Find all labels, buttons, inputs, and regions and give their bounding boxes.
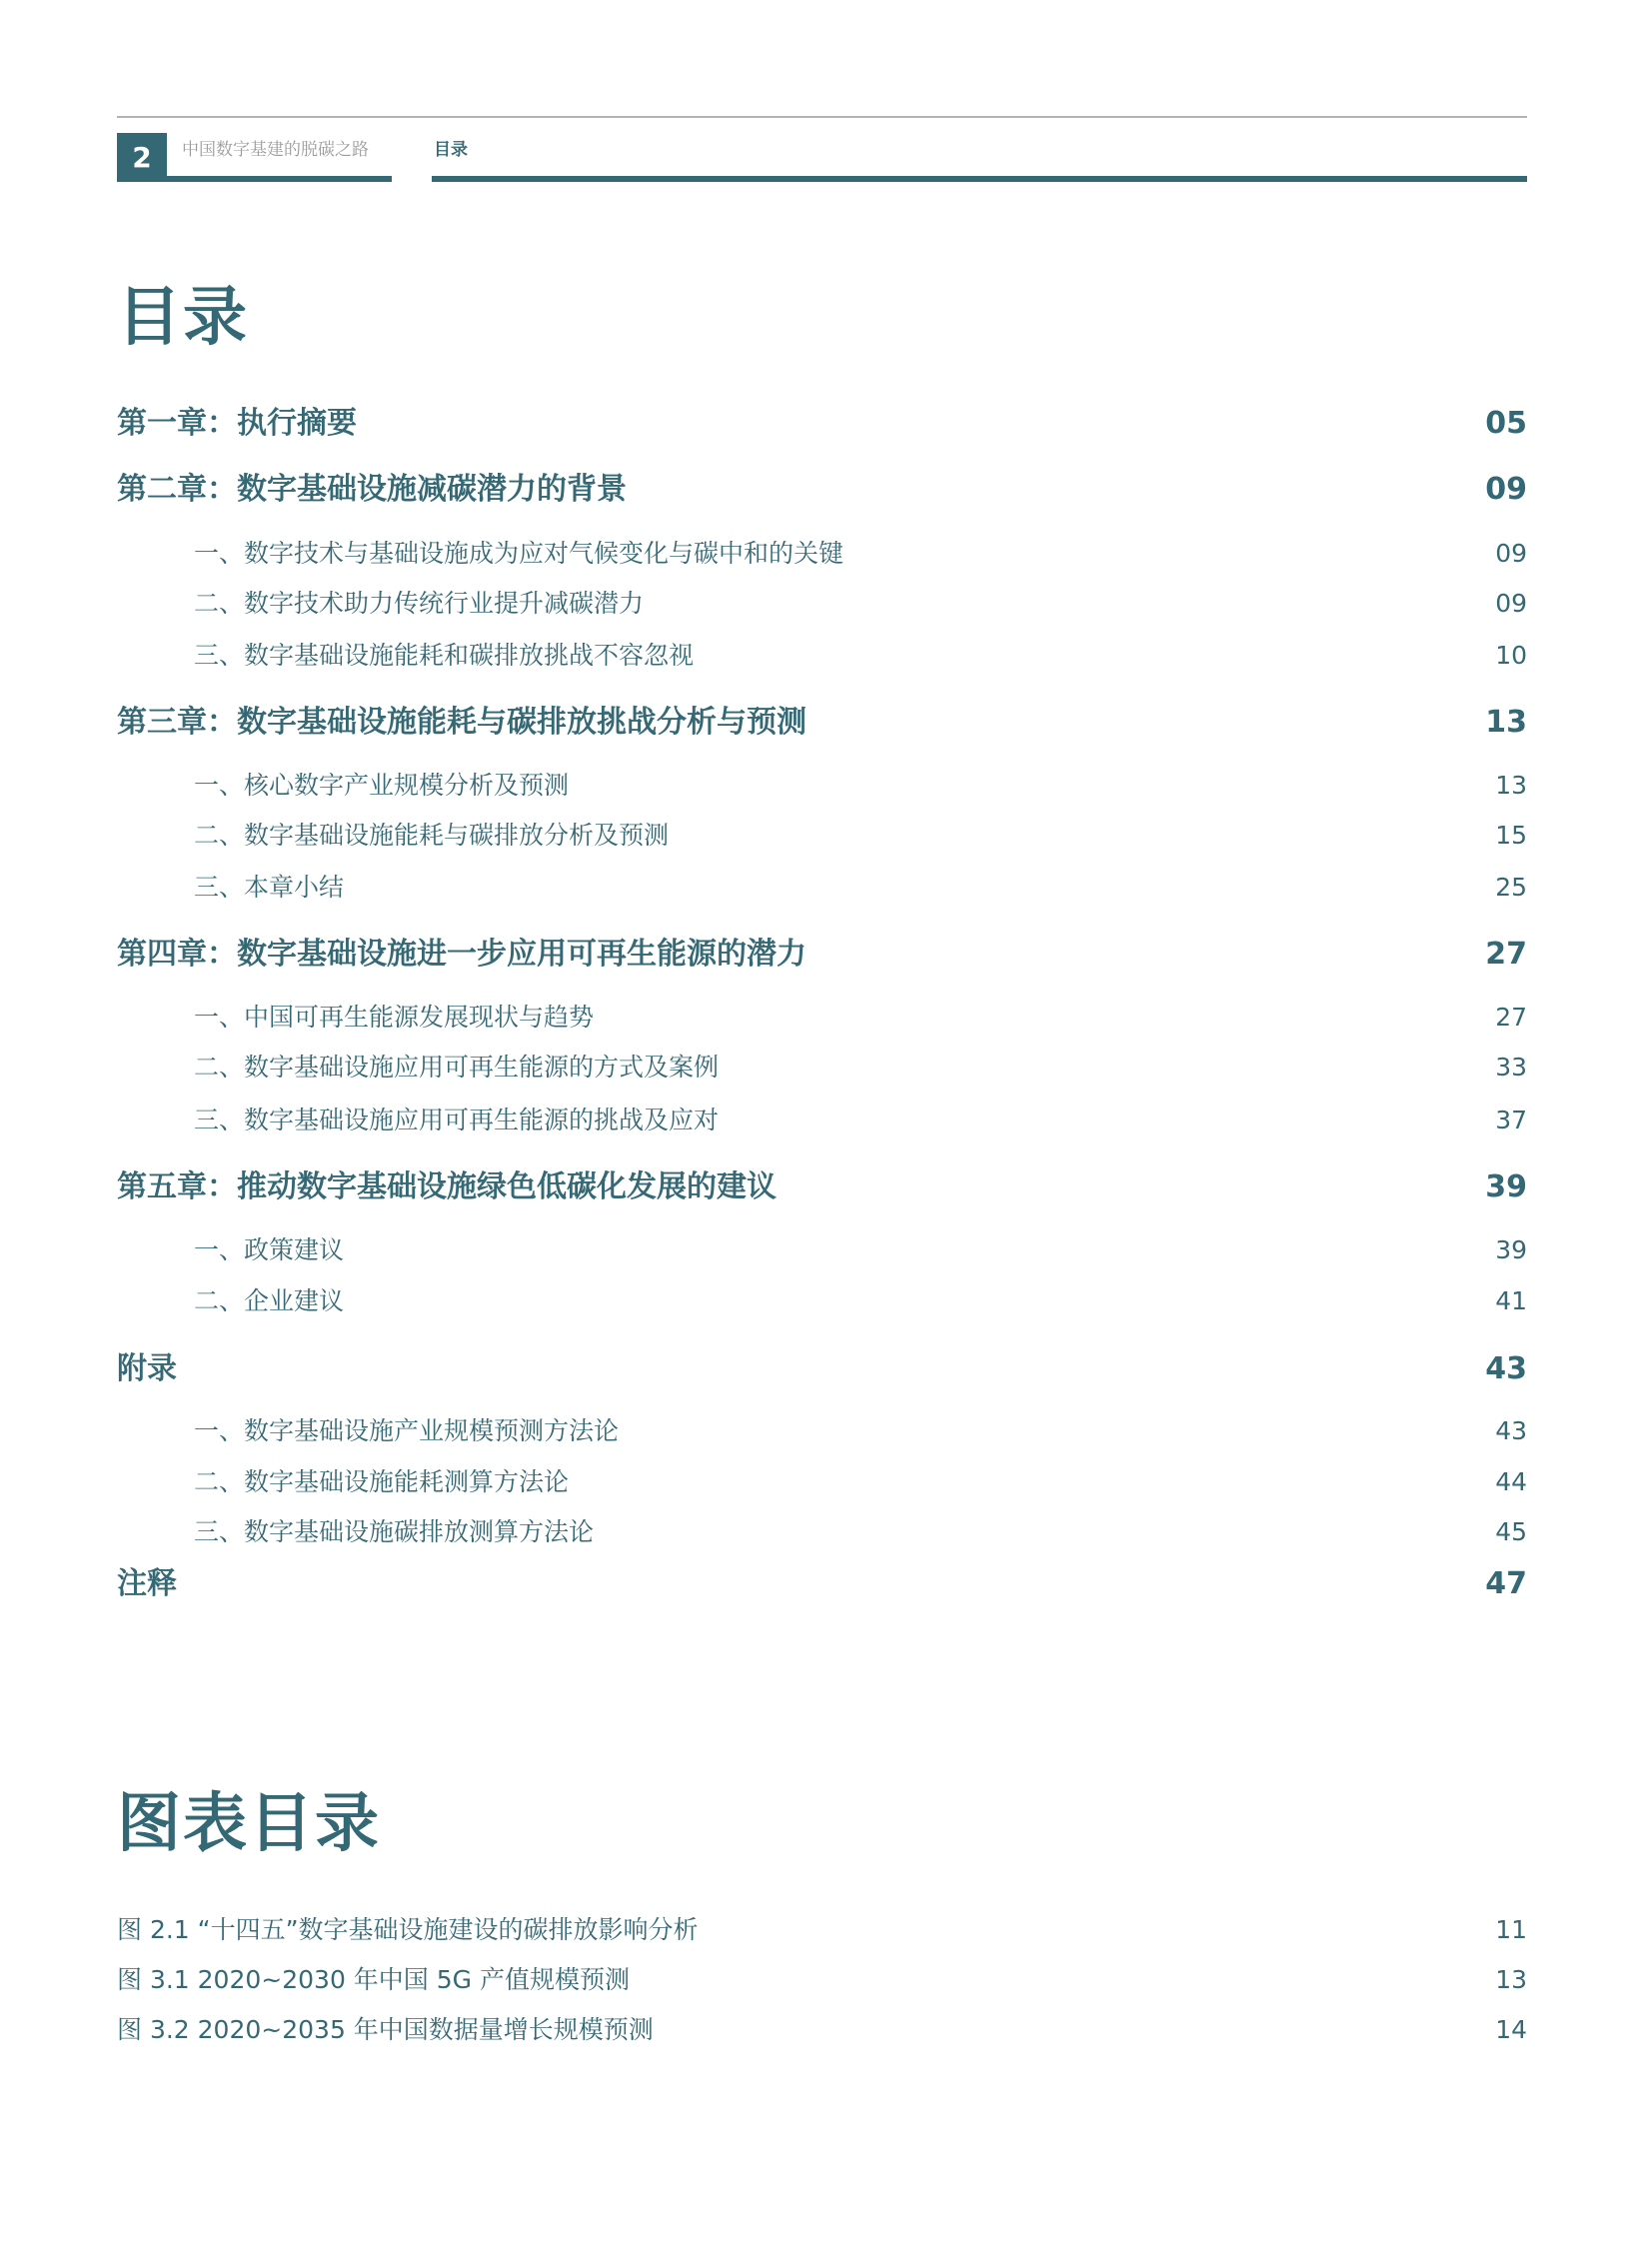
toc-entry-label: 第三章：数字基础设施能耗与碳排放挑战分析与预测	[117, 705, 807, 740]
toc-entry-page: 44	[1495, 1467, 1527, 1496]
toc-entry-page: 13	[1485, 705, 1527, 740]
toc-entry-page: 47	[1485, 1566, 1527, 1601]
toc-entry-page: 33	[1495, 1053, 1527, 1082]
figure-entry-page: 13	[1495, 1965, 1527, 1994]
toc-entry-label: 注释	[117, 1566, 177, 1601]
toc-entry-page: 43	[1485, 1351, 1527, 1386]
toc-entry-label: 第一章：执行摘要	[117, 406, 357, 441]
figures-title: 图表目录	[117, 1787, 381, 1861]
figure-entry-label: 图 2.1 “十四五”数字基础设施建设的碳排放影响分析	[117, 1915, 699, 1944]
header-top-rule	[117, 116, 1527, 118]
toc-entry-page: 15	[1495, 821, 1527, 850]
toc-entry-label: 三、数字基础设施能耗和碳排放挑战不容忽视	[194, 641, 695, 670]
toc-entry-label: 一、数字技术与基础设施成为应对气候变化与碳中和的关键	[194, 539, 844, 568]
toc-title: 目录	[117, 281, 249, 355]
figure-entry-2-1[interactable]	[117, 1910, 1527, 1950]
toc-notes[interactable]	[117, 1564, 1527, 1604]
toc-entry-page: 41	[1495, 1286, 1527, 1315]
toc-chapter-1[interactable]	[117, 404, 1527, 444]
toc-entry-label: 一、中国可再生能源发展现状与趋势	[194, 1003, 595, 1032]
toc-entry-label: 二、企业建议	[194, 1286, 345, 1315]
toc-entry-page: 13	[1495, 771, 1527, 800]
toc-appendix[interactable]	[117, 1349, 1527, 1389]
toc-entry-label: 第二章：数字基础设施减碳潜力的背景	[117, 472, 627, 507]
toc-entry-page: 45	[1495, 1517, 1527, 1546]
toc-chapter-4[interactable]	[117, 935, 1527, 975]
toc-entry-label: 附录	[117, 1351, 177, 1386]
figure-entry-label: 图 3.2 2020~2035 年中国数据量增长规模预测	[117, 2015, 654, 2044]
toc-entry-page: 09	[1485, 472, 1527, 507]
toc-entry-label: 二、数字基础设施能耗测算方法论	[194, 1467, 570, 1496]
header-underline-left	[117, 176, 392, 182]
toc-entry-page: 37	[1495, 1106, 1527, 1134]
toc-entry-label: 二、数字基础设施应用可再生能源的方式及案例	[194, 1053, 720, 1082]
figure-entry-page: 14	[1495, 2015, 1527, 2044]
toc-appendix-2[interactable]	[117, 1462, 1527, 1502]
toc-entry-page: 10	[1495, 641, 1527, 670]
toc-entry-page: 27	[1485, 937, 1527, 972]
toc-section-4-2[interactable]	[117, 1048, 1527, 1088]
toc-section-4-3[interactable]	[117, 1101, 1527, 1140]
toc-entry-label: 一、核心数字产业规模分析及预测	[194, 771, 570, 800]
toc-entry-page: 27	[1495, 1003, 1527, 1032]
toc-entry-label: 第五章：推动数字基础设施绿色低碳化发展的建议	[117, 1169, 777, 1204]
toc-entry-label: 二、数字基础设施能耗与碳排放分析及预测	[194, 821, 670, 850]
figure-entry-3-1[interactable]	[117, 1960, 1527, 2000]
toc-section-3-1[interactable]	[117, 766, 1527, 806]
toc-entry-label: 一、数字基础设施产业规模预测方法论	[194, 1416, 620, 1445]
toc-section-5-2[interactable]	[117, 1281, 1527, 1321]
toc-section-5-1[interactable]	[117, 1230, 1527, 1270]
toc-entry-page: 09	[1495, 539, 1527, 568]
toc-section-4-1[interactable]	[117, 998, 1527, 1038]
toc-section-2-1[interactable]	[117, 534, 1527, 574]
toc-entry-page: 05	[1485, 406, 1527, 441]
toc-entry-page: 43	[1495, 1416, 1527, 1445]
figure-entry-3-2[interactable]	[117, 2010, 1527, 2050]
toc-appendix-3[interactable]	[117, 1512, 1527, 1552]
toc-section-3-2[interactable]	[117, 816, 1527, 856]
toc-entry-page: 39	[1495, 1235, 1527, 1264]
toc-entry-page: 25	[1495, 873, 1527, 902]
toc-chapter-3[interactable]	[117, 703, 1527, 743]
figure-entry-page: 11	[1495, 1915, 1527, 1944]
toc-entry-label: 第四章：数字基础设施进一步应用可再生能源的潜力	[117, 937, 807, 972]
toc-entry-label: 一、政策建议	[194, 1235, 345, 1264]
toc-entry-label: 二、数字技术助力传统行业提升减碳潜力	[194, 589, 645, 618]
toc-chapter-2[interactable]	[117, 470, 1527, 510]
toc-entry-label: 三、数字基础设施应用可再生能源的挑战及应对	[194, 1106, 720, 1134]
toc-entry-page: 09	[1495, 589, 1527, 618]
toc-entry-label: 三、本章小结	[194, 873, 345, 902]
toc-chapter-5[interactable]	[117, 1167, 1527, 1207]
toc-entry-label: 三、数字基础设施碳排放测算方法论	[194, 1517, 595, 1546]
header-underline-right	[432, 176, 1527, 182]
toc-section-2-3[interactable]	[117, 636, 1527, 676]
toc-entry-page: 39	[1485, 1169, 1527, 1204]
page-number-badge: 2	[117, 133, 167, 182]
toc-section-3-3[interactable]	[117, 868, 1527, 908]
toc-appendix-1[interactable]	[117, 1411, 1527, 1451]
toc-section-2-2[interactable]	[117, 584, 1527, 624]
figure-entry-label: 图 3.1 2020~2030 年中国 5G 产值规模预测	[117, 1965, 630, 1994]
document-title: 中国数字基建的脱碳之路	[182, 140, 369, 160]
section-label: 目录	[434, 140, 468, 160]
